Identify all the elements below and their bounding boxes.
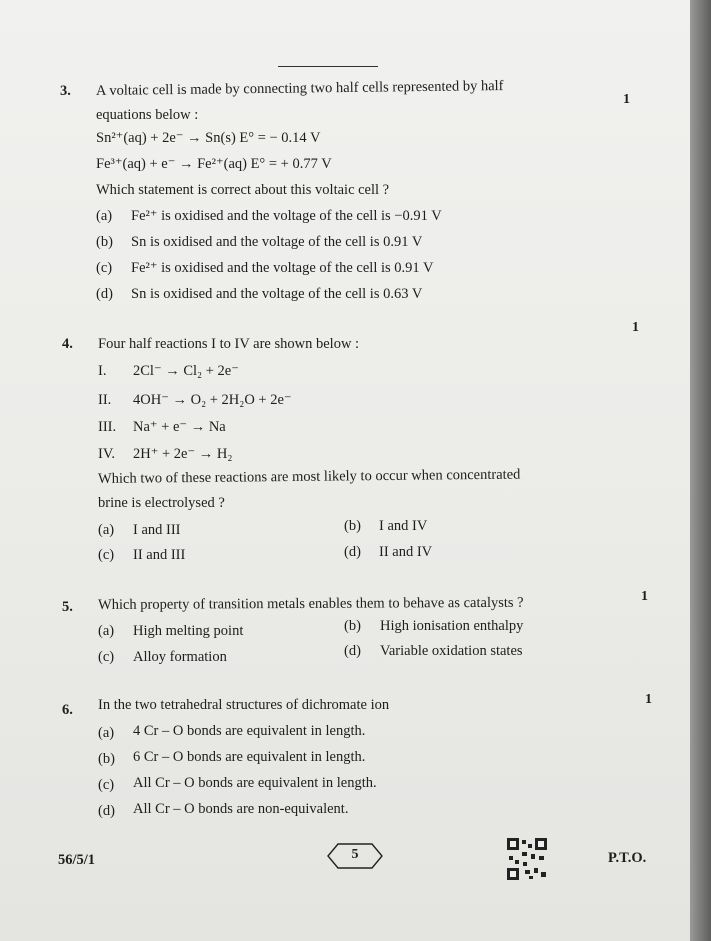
q3-stem-line1: A voltaic cell is made by connecting two half cells represented by half: [95, 78, 504, 99]
q6-option-d: All Cr – O bonds are non-equivalent.: [133, 801, 349, 817]
q3-option-d: Sn is oxidised and the voltage of the cell is 0.63 V: [131, 286, 423, 302]
q4-option-d-label: (d): [344, 544, 361, 560]
q6-marks: 1: [645, 692, 652, 707]
q5-option-c-label: (c): [98, 649, 115, 665]
q6-option-c: All Cr – O bonds are equivalent in length.: [133, 775, 377, 791]
q3-option-a: Fe²⁺ is oxidised and the voltage of the cell is −0.91 V: [131, 208, 442, 224]
q4-reaction-2-label: II.: [98, 392, 112, 408]
q5-option-a-label: (a): [98, 623, 115, 639]
q6-stem: In the two tetrahedral structures of dichromate ion: [98, 697, 390, 713]
page-number-box: [326, 842, 384, 870]
q5-option-b-label: (b): [344, 618, 361, 634]
q5-option-d: Variable oxidation states: [380, 643, 523, 659]
q4-question-line1: Which two of these reactions are most likely to occur when concentrated: [97, 466, 521, 487]
qr-code-icon: [507, 838, 547, 880]
q6-option-c-label: (c): [98, 777, 115, 793]
q5-number: 5.: [62, 599, 73, 615]
q4-reaction-1: 2Cl⁻ → Cl₂ + 2e⁻: [133, 363, 239, 379]
q3-option-d-label: (d): [96, 286, 113, 302]
q3-option-b: Sn is oxidised and the voltage of the cell is 0.91 V: [131, 234, 423, 250]
q4-reaction-3-label: III.: [98, 419, 117, 435]
q3-option-c-label: (c): [96, 260, 113, 276]
q4-option-b: I and IV: [379, 518, 428, 534]
q5-option-c: Alloy formation: [133, 649, 227, 665]
paper-code: 56/5/1: [58, 852, 96, 868]
q5-option-b: High ionisation enthalpy: [380, 618, 524, 634]
q4-option-a: I and III: [133, 522, 181, 538]
q4-reaction-4: 2H⁺ + 2e⁻ → H₂: [133, 446, 233, 462]
q4-number: 4.: [62, 336, 73, 352]
q4-option-a-label: (a): [98, 522, 115, 538]
q3-question: Which statement is correct about this voltaic cell ?: [96, 182, 390, 198]
q4-option-b-label: (b): [344, 518, 361, 534]
q3-stem-line2: equations below :: [96, 107, 199, 123]
q3-equation-2: Fe³⁺(aq) + e⁻ → Fe²⁺(aq) E° = + 0.77 V: [96, 156, 332, 172]
q6-number: 6.: [62, 702, 73, 718]
q4-marks: 1: [632, 320, 639, 335]
q4-reaction-3: Na⁺ + e⁻ → Na: [133, 419, 226, 435]
q4-option-c: II and III: [133, 547, 186, 563]
top-rule: [278, 66, 378, 67]
q6-option-a-label: (a): [98, 725, 115, 741]
q3-marks: 1: [623, 92, 630, 107]
please-turn-over: P.T.O.: [608, 850, 647, 866]
q3-option-b-label: (b): [96, 234, 113, 250]
q4-reaction-1-label: I.: [98, 363, 107, 379]
q4-option-d: II and IV: [379, 544, 433, 560]
q4-option-c-label: (c): [98, 547, 115, 563]
q3-option-c: Fe²⁺ is oxidised and the voltage of the cell is 0.91 V: [131, 260, 434, 276]
q6-option-a: 4 Cr – O bonds are equivalent in length.: [133, 723, 366, 739]
q4-reaction-2: 4OH⁻ → O₂ + 2H₂O + 2e⁻: [133, 392, 292, 408]
q3-option-a-label: (a): [96, 208, 113, 224]
q5-marks: 1: [641, 589, 648, 604]
q5-stem: Which property of transition metals enables them to behave as catalysts ?: [97, 594, 524, 613]
q4-stem: Four half reactions I to IV are shown below :: [98, 336, 360, 352]
q5-option-d-label: (d): [344, 643, 361, 659]
q6-option-d-label: (d): [98, 803, 115, 819]
q6-option-b-label: (b): [98, 751, 115, 767]
q5-option-a: High melting point: [133, 623, 244, 639]
page-number: 5: [351, 847, 359, 862]
q4-question-line2: brine is electrolysed ?: [98, 495, 225, 511]
q6-option-b: 6 Cr – O bonds are equivalent in length.: [133, 749, 366, 765]
q4-reaction-4-label: IV.: [98, 446, 116, 462]
page-edge-shadow: [690, 0, 711, 941]
q3-number: 3.: [60, 83, 71, 99]
q3-equation-1: Sn²⁺(aq) + 2e⁻ → Sn(s) E° = − 0.14 V: [96, 130, 321, 146]
